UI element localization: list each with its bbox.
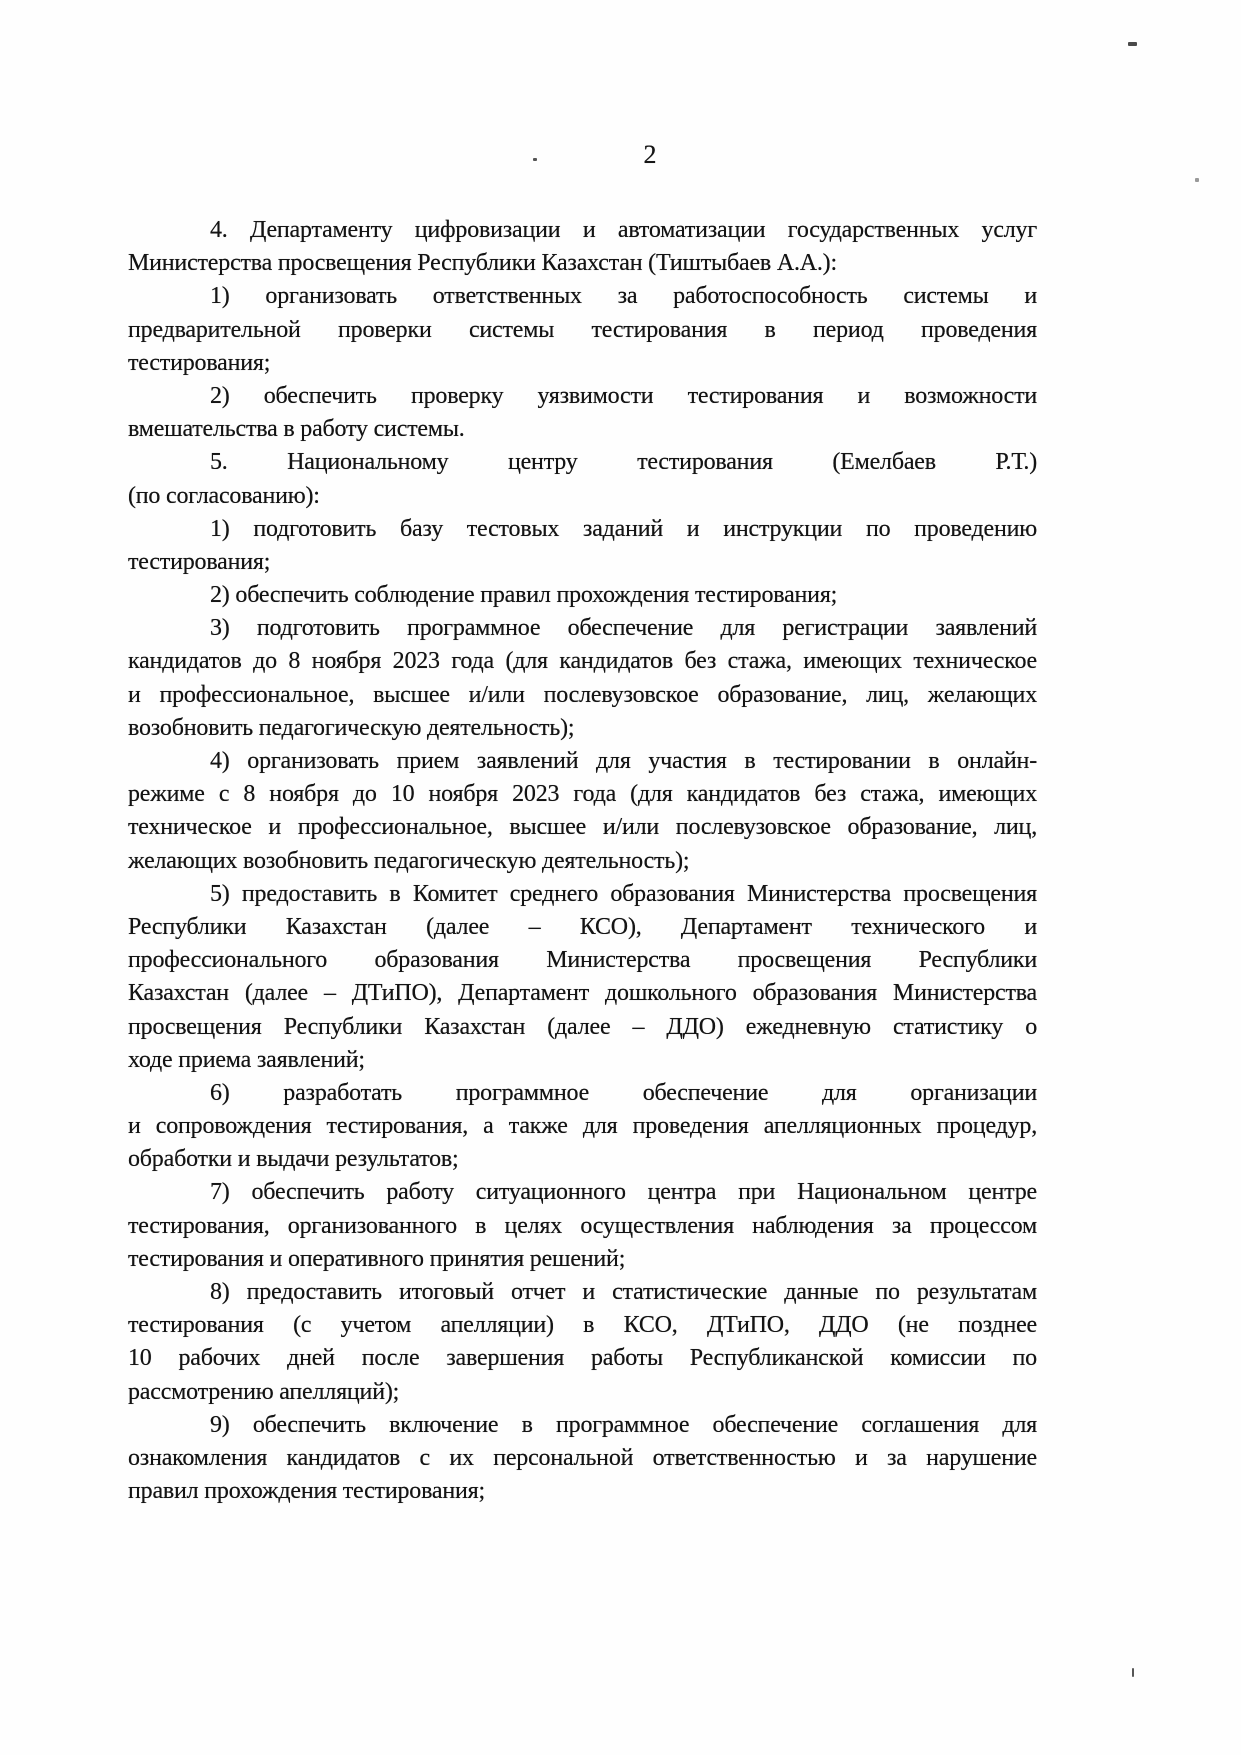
text-line: 4) организовать прием заявлений для участия в тестировании в онлайн- [210,748,1037,774]
text-line: тестирования, организованного в целях осуществления наблюдения за процессом [128,1212,1037,1239]
text-line: кандидатов до 8 ноября 2023 года (для кандидатов без стажа, имеющих техническое [128,648,1037,675]
text-line: тестирования; [128,349,271,376]
text-line: 5. Национальному центру тестирования (Емелбаев Р.Т.) [210,449,1037,476]
text-line: рассмотрению апелляций); [128,1378,400,1405]
text-line: Республики Казахстан (далее – КСО), Департамент технического и [128,913,1037,940]
text-line: 8) предоставить итоговый отчет и статистические данные по результатам [210,1279,1037,1305]
text-line: 7) обеспечить работу ситуационного центра при Национальном центре [210,1179,1037,1206]
text-line: ходе приема заявлений; [128,1046,365,1073]
scan-speck [1132,1668,1134,1677]
text-line: обработки и выдачи результатов; [128,1146,459,1173]
text-line: тестирования; [128,548,271,575]
page-number: 2 [643,140,657,169]
scan-speck [1128,42,1137,46]
text-line: предварительной проверки системы тестирования в период проведения [128,316,1037,343]
text-line: 5) предоставить в Комитет среднего образования Министерства просвещения [210,880,1037,907]
document-body [128,214,1037,1508]
text-line: просвещения Республики Казахстан (далее – ДДО) ежедневную статистику о [128,1013,1037,1040]
text-line: 2) обеспечить соблюдение правил прохождения тестирования; [210,582,838,609]
text-line: правил прохождения тестирования; [128,1478,485,1505]
text-line: и профессиональное, высшее и/или послевузовское образование, лиц, желающих [128,681,1037,708]
scan-speck [1195,178,1199,182]
scan-speck [533,158,537,161]
text-line: желающих возобновить педагогическую деятельность); [128,847,690,874]
text-line: режиме с 8 ноября до 10 ноября 2023 года (для кандидатов без стажа, имеющих [128,781,1037,808]
text-line: 1) организовать ответственных за работоспособность системы и [210,283,1037,310]
text-line: 4. Департаменту цифровизации и автоматизации государственных услуг [210,217,1037,243]
text-line: профессионального образования Министерства просвещения Республики [128,947,1037,974]
text-line: тестирования и оперативного принятия решений; [128,1245,626,1272]
text-line: 6) разработать программное обеспечение для организации [210,1079,1037,1106]
text-line: Министерства просвещения Республики Казахстан (Тиштыбаев А.А.): [128,250,837,277]
text-line: и сопровождения тестирования, а также для проведения апелляционных процедур, [128,1113,1037,1140]
text-line: 9) обеспечить включение в программное обеспечение соглашения для [210,1411,1037,1438]
text-line: вмешательства в работу системы. [128,416,465,443]
text-line: (по согласованию): [128,482,320,509]
text-line: Казахстан (далее – ДТиПО), Департамент дошкольного образования Министерства [128,980,1037,1007]
text-line: тестирования (с учетом апелляции) в КСО, ДТиПО, ДДО (не позднее [128,1312,1037,1339]
text-line: 10 рабочих дней после завершения работы Республиканской комиссии по [128,1345,1037,1372]
text-line: техническое и профессиональное, высшее и/или послевузовское образование, лиц, [128,814,1037,841]
text-line: 2) обеспечить проверку уязвимости тестирования и возможности [210,382,1037,409]
text-line: 3) подготовить программное обеспечение для регистрации заявлений [210,615,1037,642]
text-line: ознакомления кандидатов с их персональной ответственностью и за нарушение [128,1444,1037,1471]
text-line: 1) подготовить базу тестовых заданий и инструкции по проведению [210,515,1037,542]
text-line: возобновить педагогическую деятельность); [128,714,575,741]
